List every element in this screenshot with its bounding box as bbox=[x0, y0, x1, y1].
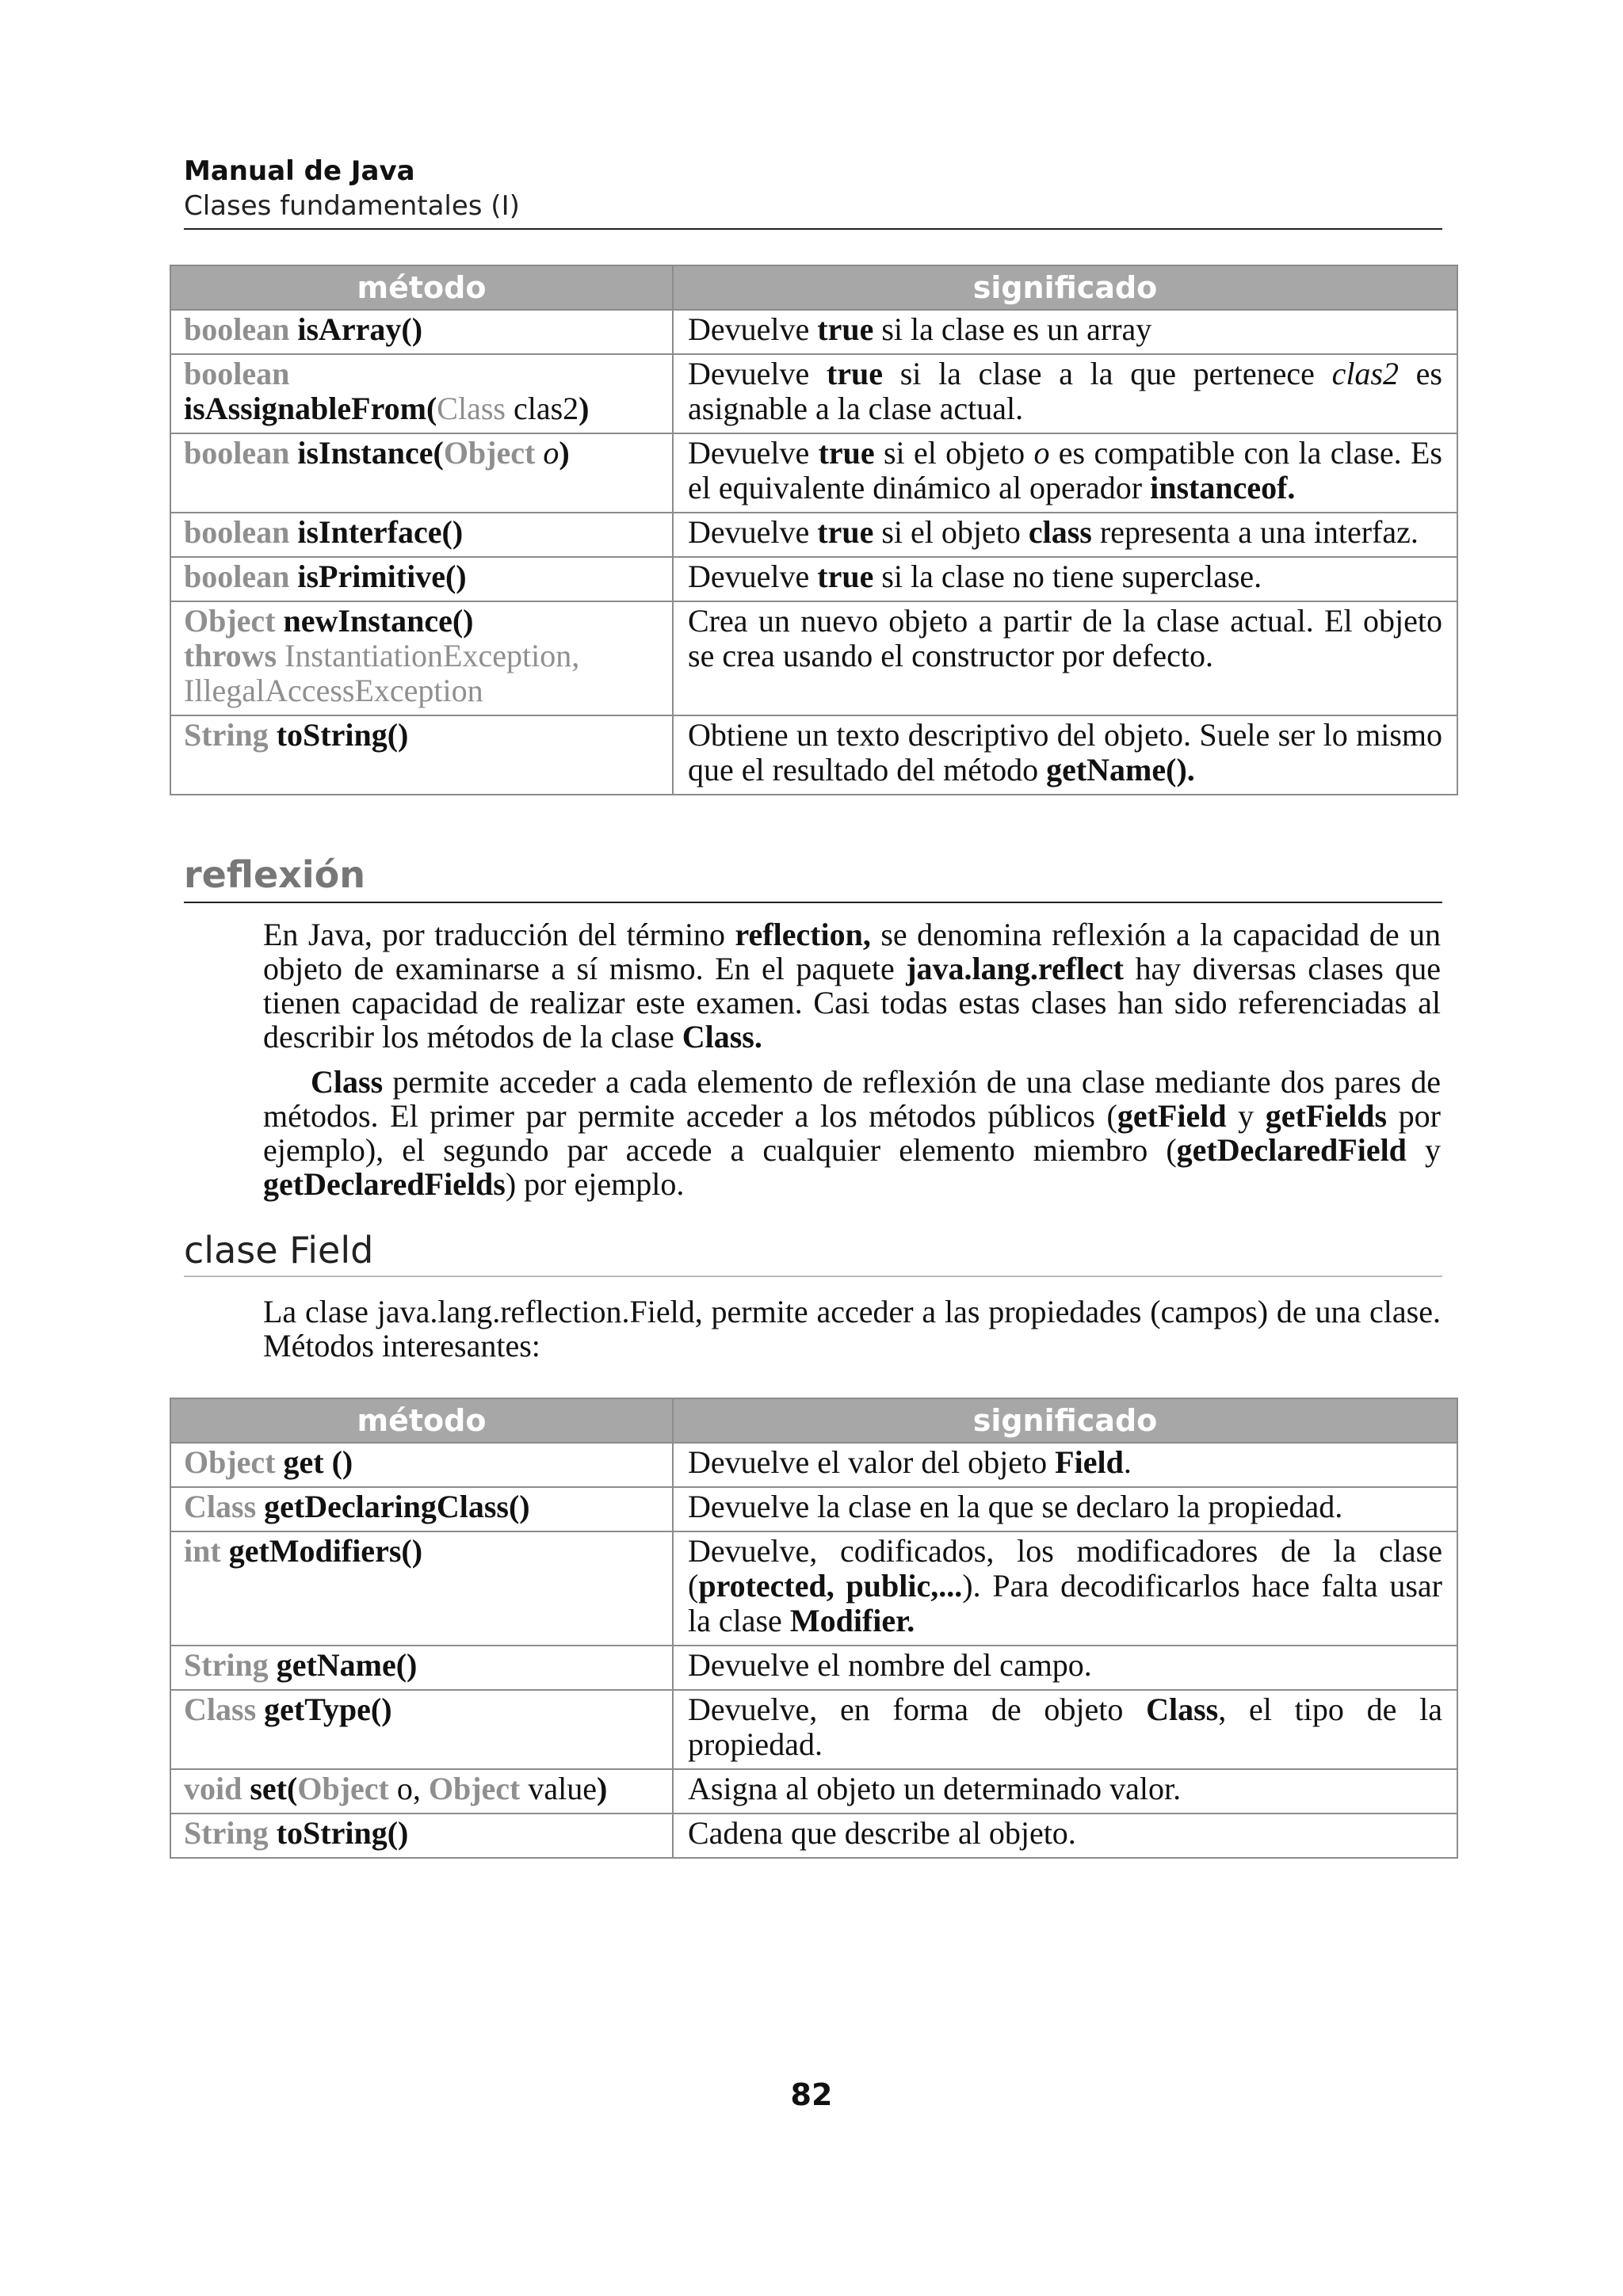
method-signature: String getName() bbox=[170, 1646, 673, 1690]
table-body bbox=[170, 310, 1457, 795]
method-signature: int getModifiers() bbox=[170, 1531, 673, 1646]
table-row bbox=[170, 557, 1457, 601]
subsection-rule bbox=[184, 1276, 1442, 1277]
table-row bbox=[170, 715, 1457, 795]
field-methods-table bbox=[170, 1398, 1458, 1859]
table-header-row bbox=[170, 265, 1457, 310]
paragraph-reflexion-2: Class permite acceder a cada elemento de reflexión de una clase mediante dos pares de métodos. El primer par permite acceder a los métodos públicos (getField y getFields por ejemplo), el segundo par accede a cualquier elemento miembro (getDeclaredField y getDeclaredFields) por ejemplo. bbox=[263, 1064, 1441, 1202]
method-description: Obtiene un texto descriptivo del objeto. Suele ser lo mismo que el resultado del método getName(). bbox=[673, 715, 1457, 795]
method-description: Devuelve true si la clase es un array bbox=[673, 310, 1457, 354]
method-signature: boolean isPrimitive() bbox=[170, 557, 673, 601]
column-header-method: método bbox=[170, 265, 673, 310]
column-header-meaning: significado bbox=[673, 265, 1457, 310]
header-rule bbox=[184, 228, 1442, 230]
method-description: Devuelve, en forma de objeto Class, el tipo de la propiedad. bbox=[673, 1690, 1457, 1769]
subsection-heading bbox=[184, 1228, 1442, 1277]
table-body bbox=[170, 1443, 1457, 1858]
chapter-title: Clases fundamentales (I) bbox=[184, 190, 520, 222]
method-signature: boolean isInterface() bbox=[170, 513, 673, 557]
table-row bbox=[170, 1487, 1457, 1531]
method-description: Devuelve true si la clase a la que pertenece clas2 es asignable a la clase actual. bbox=[673, 354, 1457, 433]
table-header-row bbox=[170, 1398, 1457, 1443]
method-description: Devuelve el valor del objeto Field. bbox=[673, 1443, 1457, 1487]
table-row bbox=[170, 310, 1457, 354]
method-description: Asigna al objeto un determinado valor. bbox=[673, 1769, 1457, 1814]
column-header-meaning: significado bbox=[673, 1398, 1457, 1443]
method-description: Devuelve true si la clase no tiene superclase. bbox=[673, 557, 1457, 601]
page-header bbox=[184, 154, 1442, 230]
column-header-method: método bbox=[170, 1398, 673, 1443]
method-description: Cadena que describe al objeto. bbox=[673, 1814, 1457, 1858]
method-signature: Object get () bbox=[170, 1443, 673, 1487]
method-description: Devuelve, codificados, los modificadores de la clase (protected, public,...). Para decodificarlos hace falta usar la clase Modifier. bbox=[673, 1531, 1457, 1646]
method-signature: void set(Object o, Object value) bbox=[170, 1769, 673, 1814]
method-signature: String toString() bbox=[170, 1814, 673, 1858]
paragraph-reflexion-1: En Java, por traducción del término reflection, se denomina reflexión a la capacidad de un objeto de examinarse a sí mismo. En el paquete java.lang.reflect hay diversas clases que tienen capacidad de realizar este examen. Casi todas estas clases han sido referenciadas al describir los métodos de la clase Class. bbox=[263, 917, 1441, 1055]
table-row bbox=[170, 1769, 1457, 1814]
method-signature: boolean isInstance(Object o) bbox=[170, 433, 673, 513]
paragraph-field-1: La clase java.lang.reflection.Field, permite acceder a las propiedades (campos) de una clase. Métodos interesantes: bbox=[263, 1294, 1441, 1363]
method-signature: Object newInstance() throws InstantiationException, IllegalAccessException bbox=[170, 601, 673, 715]
table-row bbox=[170, 1443, 1457, 1487]
method-description: Devuelve true si el objeto class representa a una interfaz. bbox=[673, 513, 1457, 557]
method-description: Devuelve true si el objeto o es compatible con la clase. Es el equivalente dinámico al operador instanceof. bbox=[673, 433, 1457, 513]
table-row bbox=[170, 513, 1457, 557]
method-signature: boolean isArray() bbox=[170, 310, 673, 354]
method-description: Devuelve el nombre del campo. bbox=[673, 1646, 1457, 1690]
page-number: 82 bbox=[790, 2077, 833, 2112]
method-signature: boolean isAssignableFrom(Class clas2) bbox=[170, 354, 673, 433]
table-row bbox=[170, 1646, 1457, 1690]
table-row bbox=[170, 601, 1457, 715]
method-signature: String toString() bbox=[170, 715, 673, 795]
section-title-reflexion: reflexión bbox=[184, 853, 365, 896]
method-description: Devuelve la clase en la que se declaro la propiedad. bbox=[673, 1487, 1457, 1531]
method-signature: Class getDeclaringClass() bbox=[170, 1487, 673, 1531]
class-methods-table bbox=[170, 265, 1458, 795]
table-row bbox=[170, 433, 1457, 513]
book-title: Manual de Java bbox=[184, 155, 415, 187]
table-row bbox=[170, 1690, 1457, 1769]
method-signature: Class getType() bbox=[170, 1690, 673, 1769]
section-heading bbox=[184, 852, 1442, 903]
method-description: Crea un nuevo objeto a partir de la clase actual. El objeto se crea usando el constructor por defecto. bbox=[673, 601, 1457, 715]
table-row bbox=[170, 1814, 1457, 1858]
section-rule bbox=[184, 902, 1442, 903]
subsection-title-field: clase Field bbox=[184, 1229, 374, 1272]
table-row bbox=[170, 354, 1457, 433]
table-row bbox=[170, 1531, 1457, 1646]
